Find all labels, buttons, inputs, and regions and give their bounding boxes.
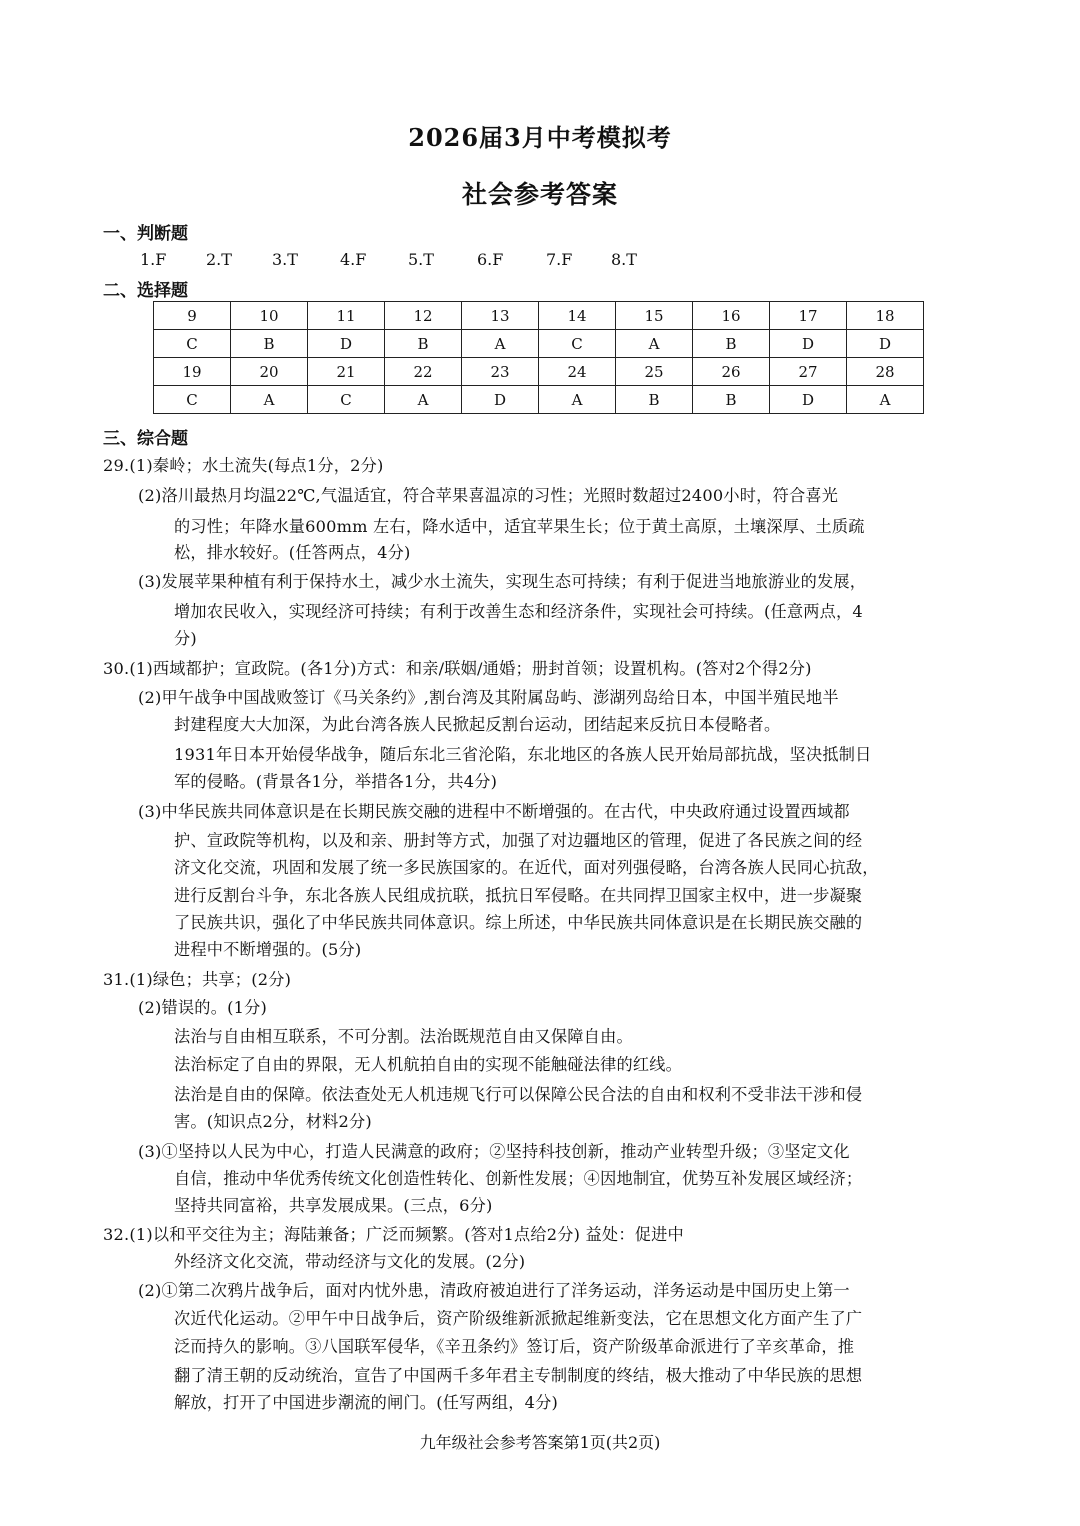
answer-cell: D xyxy=(462,386,539,414)
tf-answer: 6.F xyxy=(477,250,504,269)
answer-line: 坚持共同富裕，共享发展成果。(三点，6分) xyxy=(174,1196,493,1215)
answer-line: 翻了清王朝的反动统治，宣告了中国两千多年君主专制制度的终结，极大推动了中华民族的思想 xyxy=(174,1366,863,1385)
answer-cell: D xyxy=(770,386,847,414)
question-number-cell: 20 xyxy=(231,358,308,386)
answer-line: (2)错误的。(1分) xyxy=(138,998,267,1017)
tf-answer: 3.T xyxy=(272,250,298,269)
answer-line: 军的侵略。(背景各1分，举措各1分，共4分) xyxy=(174,772,498,791)
answer-line: 济文化交流，巩固和发展了统一多民族国家的。在近代，面对列强侵略，台湾各族人民同心抗敌， xyxy=(174,858,879,877)
answer-line: (2)①第二次鸦片战争后，面对内忧外患，清政府被迫进行了洋务运动，洋务运动是中国历史上第一 xyxy=(138,1281,850,1300)
answer-line: 30.(1)西域都护；宣政院。(各1分)方式：和亲/联姻/通婚；册封首领；设置机构。(答对2个得2分) xyxy=(103,659,812,678)
answer-line: 法治与自由相互联系，不可分割。法治既规范自由又保障自由。 xyxy=(174,1027,633,1046)
question-number-cell: 11 xyxy=(308,302,385,330)
answer-line: 的习性；年降水量600mm 左右，降水适中，适宜苹果生长；位于黄土高原，土壤深厚、土质疏 xyxy=(174,517,865,536)
answer-line: 松，排水较好。(任答两点，4分) xyxy=(174,543,411,562)
answer-line: 31.(1)绿色；共享；(2分) xyxy=(103,970,292,989)
answer-line: 进行反割台斗争，东北各族人民组成抗联，抵抗日军侵略。在共同捍卫国家主权中，进一步凝聚 xyxy=(174,886,863,905)
answer-line: (3)①坚持以人民为中心，打造人民满意的政府；②坚持科技创新，推动产业转型升级；③坚定文化 xyxy=(138,1142,850,1161)
answer-line: 进程中不断增强的。(5分) xyxy=(174,940,362,959)
answer-cell: B xyxy=(693,386,770,414)
question-number-cell: 12 xyxy=(385,302,462,330)
answer-line: 分) xyxy=(174,629,197,648)
question-number-cell: 19 xyxy=(154,358,231,386)
answer-line: 外经济文化交流，带动经济与文化的发展。(2分) xyxy=(174,1252,526,1271)
answer-line: (2)洛川最热月均温22℃,气温适宜，符合苹果喜温凉的习性；光照时数超过2400小时，符合喜光 xyxy=(138,486,839,505)
question-number-cell: 21 xyxy=(308,358,385,386)
answer-line: 护、宣政院等机构，以及和亲、册封等方式，加强了对边疆地区的管理，促进了各民族之间的经 xyxy=(174,831,863,850)
answer-row xyxy=(154,330,924,358)
answer-line: 32.(1)以和平交往为主；海陆兼备；广泛而频繁。(答对1点给2分) 益处：促进中 xyxy=(103,1225,684,1244)
tf-answer: 8.T xyxy=(611,250,637,269)
question-number-cell: 27 xyxy=(770,358,847,386)
section-multiple-choice-heading: 二、选择题 xyxy=(103,281,188,301)
tf-answer: 5.T xyxy=(408,250,434,269)
answer-cell: D xyxy=(770,330,847,358)
answer-line: 害。(知识点2分，材料2分) xyxy=(174,1112,372,1131)
answer-cell: A xyxy=(847,386,924,414)
answer-cell: B xyxy=(616,386,693,414)
exam-title: 2026届3月中考模拟考 xyxy=(408,123,672,152)
answer-line: 法治标定了自由的界限，无人机航拍自由的实现不能触碰法律的红线。 xyxy=(174,1055,683,1074)
question-number-cell: 22 xyxy=(385,358,462,386)
tf-answer: 7.F xyxy=(546,250,573,269)
question-number-cell: 13 xyxy=(462,302,539,330)
answer-line: 29.(1)秦岭；水土流失(每点1分，2分) xyxy=(103,456,384,475)
answer-cell: A xyxy=(539,386,616,414)
answer-line: 次近代化运动。②甲午中日战争后，资产阶级维新派掀起维新变法，它在思想文化方面产生了广 xyxy=(174,1309,863,1328)
answer-line: 解放，打开了中国进步潮流的闸门。(任写两组，4分) xyxy=(174,1393,559,1412)
question-number-cell: 24 xyxy=(539,358,616,386)
answer-cell: C xyxy=(154,386,231,414)
question-number-cell: 9 xyxy=(154,302,231,330)
answer-line: 1931年日本开始侵华战争，随后东北三省沦陷，东北地区的各族人民开始局部抗战，坚决抵制日 xyxy=(174,745,872,764)
answer-row xyxy=(154,386,924,414)
answer-cell: B xyxy=(231,330,308,358)
answer-cell: A xyxy=(385,386,462,414)
answer-cell: B xyxy=(385,330,462,358)
answer-cell: A xyxy=(231,386,308,414)
answer-cell: D xyxy=(308,330,385,358)
answer-cell: A xyxy=(462,330,539,358)
section-true-false-heading: 一、判断题 xyxy=(103,224,188,244)
question-number-cell: 28 xyxy=(847,358,924,386)
answer-cell: C xyxy=(308,386,385,414)
multiple-choice-table xyxy=(153,301,924,414)
question-number-row xyxy=(154,302,924,330)
question-number-cell: 23 xyxy=(462,358,539,386)
answer-line: (3)发展苹果种植有利于保持水土，减少水土流失，实现生态可持续；有利于促进当地旅游业的发展， xyxy=(138,572,867,591)
section-comprehensive-heading: 三、综合题 xyxy=(103,429,188,449)
answer-cell: B xyxy=(693,330,770,358)
answer-line: 封建程度大大加深，为此台湾各族人民掀起反割台运动，团结起来反抗日本侵略者。 xyxy=(174,715,781,734)
answer-line: 了民族共识，强化了中华民族共同体意识。综上所述，中华民族共同体意识是在长期民族交融的 xyxy=(174,913,863,932)
question-number-cell: 14 xyxy=(539,302,616,330)
question-number-cell: 16 xyxy=(693,302,770,330)
exam-subtitle: 社会参考答案 xyxy=(461,180,618,209)
question-number-cell: 15 xyxy=(616,302,693,330)
answer-cell: A xyxy=(616,330,693,358)
page-footer: 九年级社会参考答案第1页(共2页) xyxy=(419,1433,661,1452)
answer-cell: D xyxy=(847,330,924,358)
question-number-cell: 17 xyxy=(770,302,847,330)
question-number-row xyxy=(154,358,924,386)
question-number-cell: 10 xyxy=(231,302,308,330)
question-number-cell: 18 xyxy=(847,302,924,330)
tf-answer: 1.F xyxy=(140,250,167,269)
answer-cell: C xyxy=(539,330,616,358)
answer-line: 自信，推动中华优秀传统文化创造性转化、创新性发展；④因地制宜，优势互补发展区域经济； xyxy=(174,1169,863,1188)
tf-answer: 4.F xyxy=(340,250,367,269)
answer-line: (2)甲午战争中国战败签订《马关条约》,割台湾及其附属岛屿、澎湖列岛给日本，中国半殖民地半 xyxy=(138,688,839,707)
question-number-cell: 26 xyxy=(693,358,770,386)
tf-answer: 2.T xyxy=(206,250,232,269)
answer-line: 增加农民收入，实现经济可持续；有利于改善生态和经济条件，实现社会可持续。(任意两点，4 xyxy=(174,602,863,621)
answer-line: 法治是自由的保障。依法查处无人机违规飞行可以保障公民合法的自由和权利不受非法干涉和侵 xyxy=(174,1085,863,1104)
answer-line: 泛而持久的影响。③八国联军侵华，《辛丑条约》签订后，资产阶级革命派进行了辛亥革命，推 xyxy=(174,1337,855,1356)
answer-line: (3)中华民族共同体意识是在长期民族交融的进程中不断增强的。在古代，中央政府通过设置西域都 xyxy=(138,802,850,821)
question-number-cell: 25 xyxy=(616,358,693,386)
answer-cell: C xyxy=(154,330,231,358)
